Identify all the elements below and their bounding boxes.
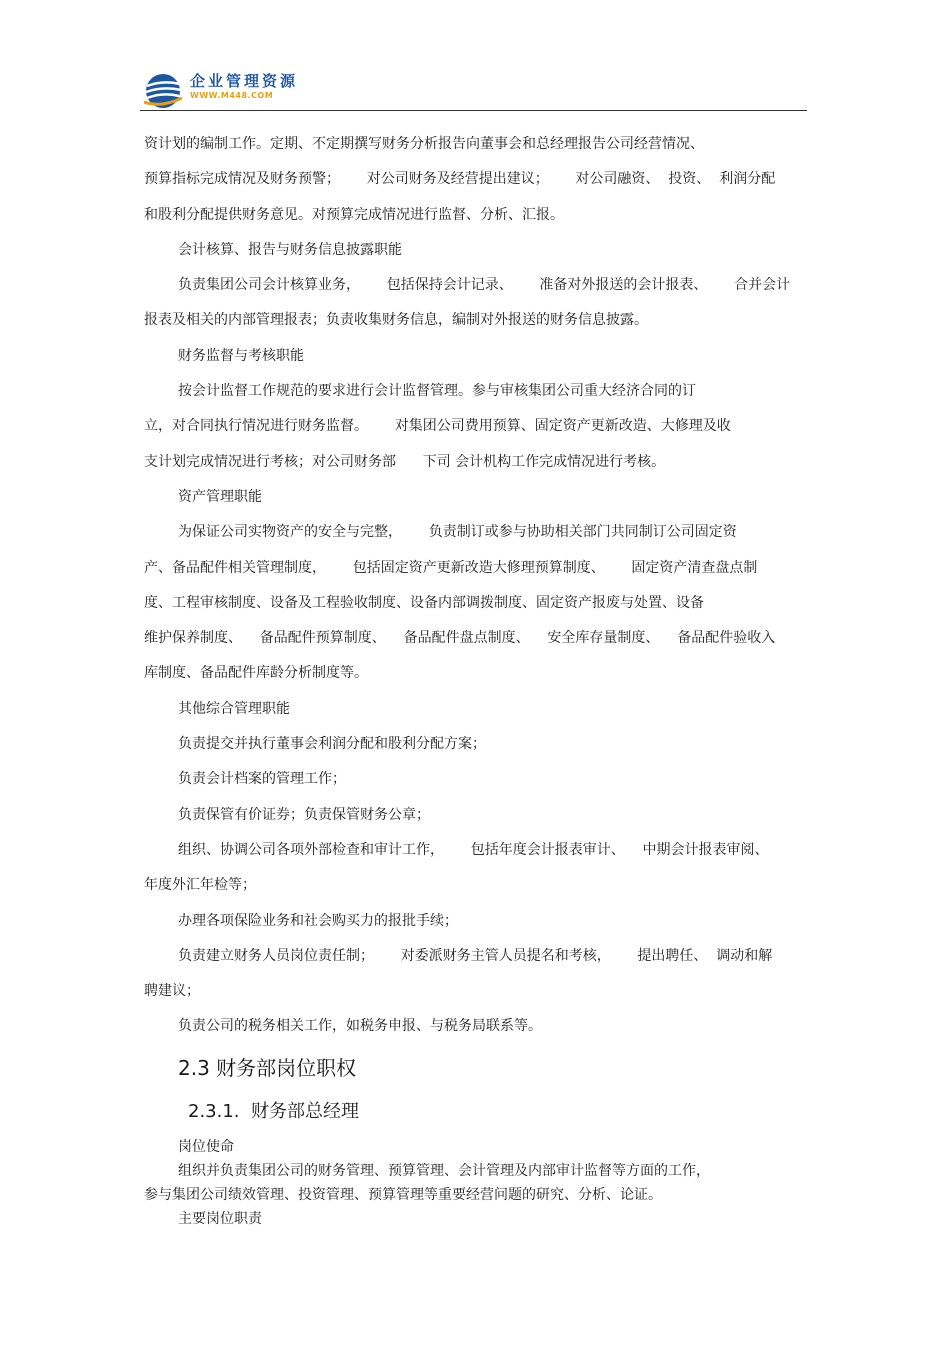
body-line: 和股利分配提供财务意见。对预算完成情况进行监督、分析、汇报。: [144, 206, 564, 223]
post-mission-text: 参与集团公司绩效管理、投资管理、预算管理等重要经营问题的研究、分析、论证。: [144, 1186, 662, 1203]
body-line: 为保证公司实物资产的安全与完整， 负责制订或参与协助相关部门共同制订公司固定资: [178, 524, 737, 541]
header-divider: [140, 110, 807, 111]
body-line: 聘建议；: [144, 983, 200, 1000]
body-line: 负责会计档案的管理工作；: [178, 771, 346, 788]
section-heading-2-3: 2.3 财务部岗位职权: [178, 1055, 357, 1080]
subheading-accounting: 会计核算、报告与财务信息披露职能: [178, 241, 402, 258]
body-line: 度、工程审核制度、设备及工程验收制度、设备内部调拨制度、固定资产报废与处置、设备: [144, 594, 704, 611]
body-line: 库制度、备品配件库龄分析制度等。: [144, 665, 368, 682]
body-line: 支计划完成情况进行考核；对公司财务部 下司 会计机构工作完成情况进行考核。: [144, 453, 666, 470]
body-line: 按会计监督工作规范的要求进行会计监督管理。参与审核集团公司重大经济合同的订: [178, 383, 696, 400]
subheading-other: 其他综合管理职能: [178, 700, 290, 717]
body-line: 负责提交并执行董事会利润分配和股利分配方案；: [178, 736, 486, 753]
body-line: 维护保养制度、 备品配件预算制度、 备品配件盘点制度、 安全库存量制度、 备品配件验收入: [144, 630, 776, 647]
section-heading-2-3-1: 2.3.1. 财务部总经理: [188, 1100, 359, 1122]
document-body: [144, 127, 809, 1231]
main-duties-label: 主要岗位职责: [178, 1210, 262, 1227]
body-line: 办理各项保险业务和社会购买力的报批手续；: [178, 912, 458, 929]
body-line: 年度外汇年检等；: [144, 877, 256, 894]
page-header: [140, 64, 807, 112]
body-line: 组织、协调公司各项外部检查和审计工作， 包括年度会计报表审计、 中期会计报表审阅、: [178, 841, 769, 858]
body-line: 预算指标完成情况及财务预警； 对公司财务及经营提出建议； 对公司融资、 投资、 利润分配: [144, 171, 776, 188]
body-line: 资计划的编制工作。定期、不定期撰写财务分析报告向董事会和总经理报告公司经营情况、: [144, 136, 704, 152]
body-line: 报表及相关的内部管理报表；负责收集财务信息，编制对外报送的财务信息披露。: [144, 312, 648, 329]
body-line: 负责公司的税务相关工作，如税务申报、与税务局联系等。: [178, 1018, 542, 1035]
body-line: 负责集团公司会计核算业务， 包括保持会计记录、 准备对外报送的会计报表、 合并会计: [178, 277, 791, 294]
subheading-assets: 资产管理职能: [178, 488, 262, 505]
body-line: 负责建立财务人员岗位责任制； 对委派财务主管人员提名和考核， 提出聘任、 调动和解: [178, 947, 773, 964]
post-mission-text: 组织并负责集团公司的财务管理、预算管理、会计管理及内部审计监督等方面的工作，: [178, 1162, 710, 1179]
subheading-supervision: 财务监督与考核职能: [178, 347, 304, 364]
body-line: 产、备品配件相关管理制度， 包括固定资产更新改造大修理预算制度、 固定资产清查盘点制: [144, 559, 758, 576]
body-line: 负责保管有价证券；负责保管财务公章；: [178, 806, 430, 823]
logo-url: WWW.M448.COM: [190, 91, 274, 100]
logo-globe-icon: [144, 72, 182, 110]
body-line: 立，对合同执行情况进行财务监督。 对集团公司费用预算、固定资产更新改造、大修理及收: [144, 418, 731, 435]
logo-text: 企业管理资源: [190, 72, 299, 90]
post-mission-label: 岗位使命: [178, 1138, 234, 1155]
